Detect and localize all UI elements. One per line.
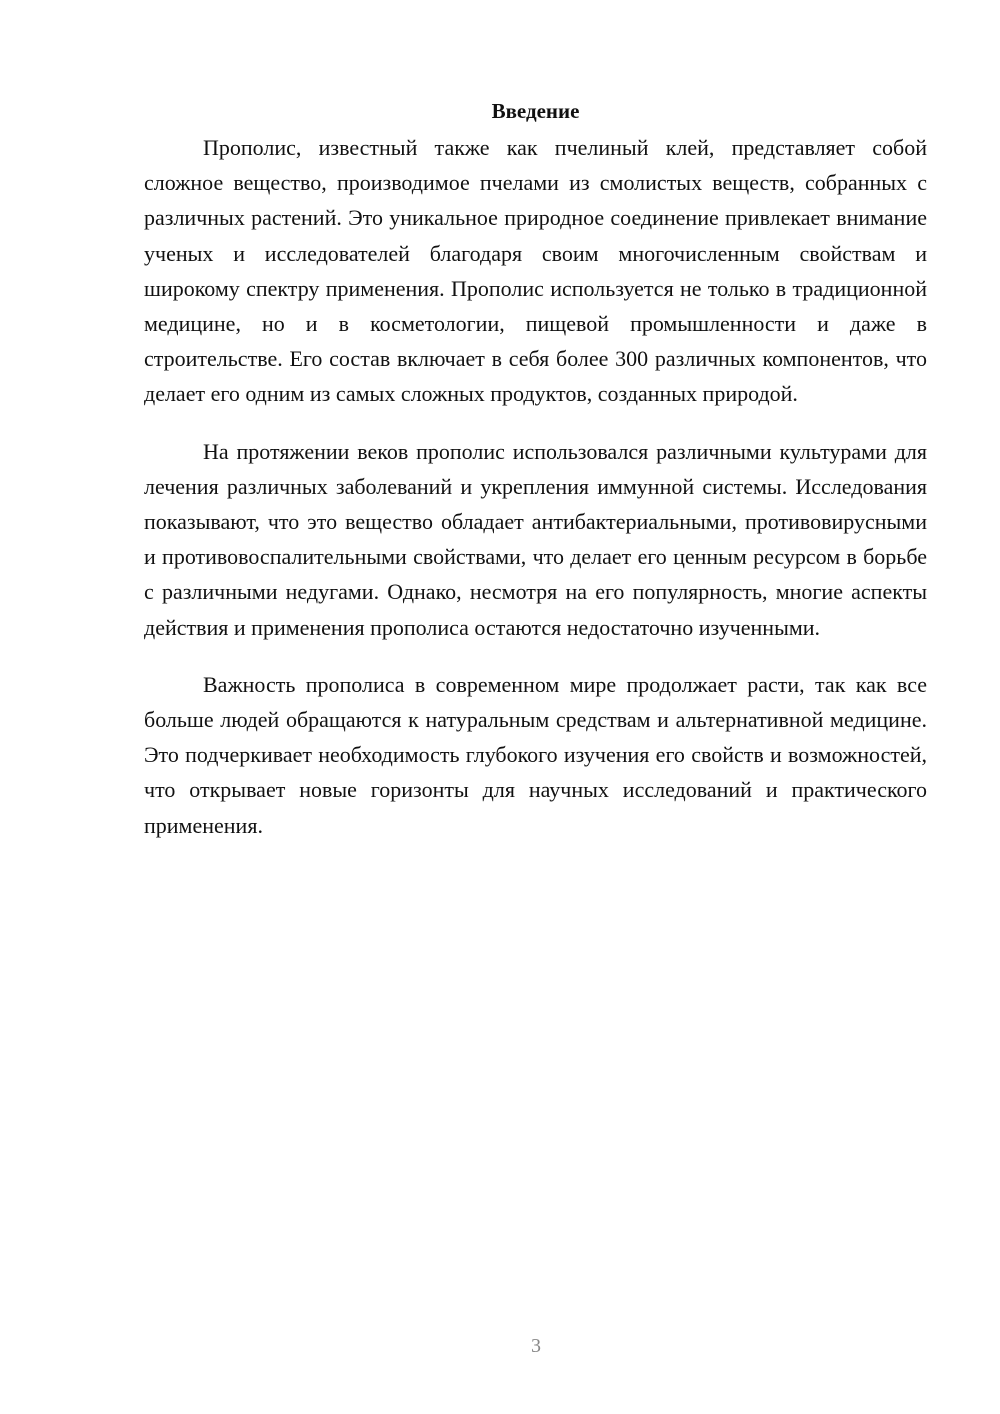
page-number: 3 [531,1335,541,1357]
paragraph-3: Важность прополиса в современном мире продолжает расти, так как все больше людей обращаются к натуральным средствам и альтернативной медицине. Это подчеркивает необходимость глубокого изучения его свойств и возможностей, что открывает новые горизонты для научных исследований и практического применения. [144,671,927,838]
paragraph-1: Прополис, известный также как пчелиный клей, представляет собой сложное вещество, производимое пчелами из смолистых веществ, собранных с различных растений. Это уникальное природное соединение привлекает внимание ученых и исследователей благодаря своим многочисленным свойствам и широкому спектру применения. Прополис используется не только в традиционной медицине, но и в косметологии, пищевой промышленности и даже в строительстве. Его состав включает в себя более 300 различных компонентов, что делает его одним из самых сложных продуктов, созданных природой. [144,135,927,407]
section-heading: Введение [491,99,580,123]
paragraph-2: На протяжении веков прополис использовался различными культурами для лечения различных заболеваний и укрепления иммунной системы. Исследования показывают, что это вещество обладает антибактериальными, противовирусными и противовоспалительными свойствами, что делает его ценным ресурсом в борьбе с различными недугами. Однако, несмотря на его популярность, многие аспекты действия и применения прополиса остаются недостаточно изученными. [144,438,927,640]
page-content [144,96,927,865]
